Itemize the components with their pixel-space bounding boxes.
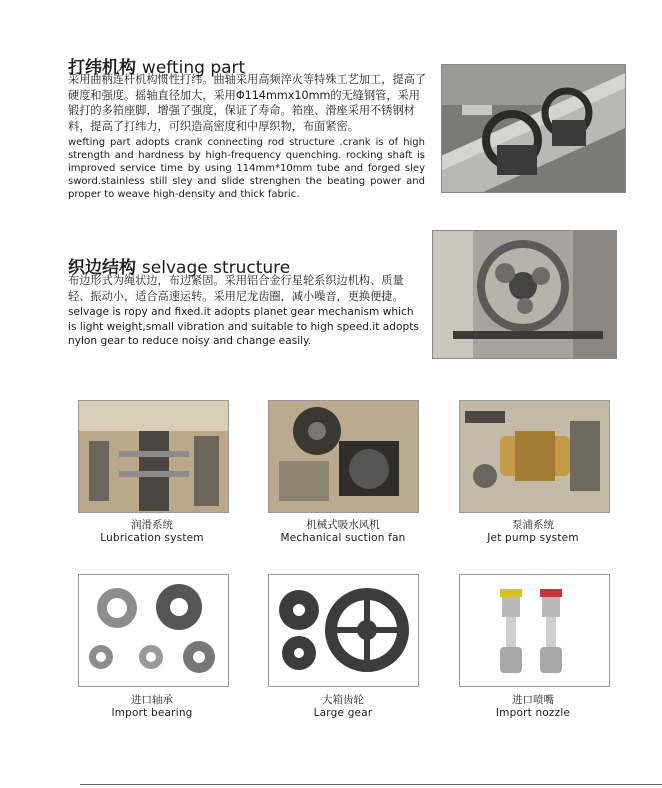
weft-mechanism-photo [441, 64, 626, 193]
weft-title-zh: 打纬机构 [68, 58, 136, 78]
import-bearing-photo [78, 574, 229, 687]
caption-bearing-en: Import bearing [111, 707, 193, 719]
caption-gear-en: Large gear [313, 707, 373, 719]
caption-suction-fan-en: Mechanical suction fan [280, 532, 406, 544]
weft-body-zh: 采用曲柄连杆机构惯性打纬。曲轴采用高频淬火等特殊工艺加工，提高了硬度和强度。摇轴直径加大，采用Φ114mmx10mm的无缝钢管，采用锻打的多筘座脚，增强了强度，保证了寿命。筘座、滑座采用不锈钢材料，提高了打纬力，可织造高密度和中厚织物，布面紧密。 [68, 73, 427, 133]
caption-suction-fan [268, 519, 418, 545]
caption-nozzle-en: Import nozzle [495, 707, 571, 719]
caption-bearing [77, 694, 227, 720]
caption-suction-fan-zh: 机械式吸水风机 [306, 519, 380, 531]
footer-divider [80, 784, 662, 785]
caption-lubrication-zh: 润滑系统 [131, 519, 173, 531]
selvage-title-en: selvage structure [141, 258, 291, 278]
caption-gear [268, 694, 418, 720]
selvage-mechanism-photo [432, 230, 617, 359]
caption-lubrication-en: Lubrication system [100, 532, 204, 544]
caption-nozzle [458, 694, 608, 720]
caption-gear-zh: 大箱齿轮 [322, 694, 364, 706]
selvage-body-zh: 布边形式为绳状边，布边紧固。采用铝合金行星轮系织边机构、质量轻、振动小，适合高速运转。采用尼龙齿圈，减小噪音，更换便捷。 [68, 274, 404, 303]
caption-bearing-zh: 进口轴承 [131, 694, 173, 706]
large-gear-photo [268, 574, 419, 687]
selvage-title-zh: 织边结构 [68, 258, 136, 278]
caption-jet-pump-en: Jet pump system [487, 532, 579, 544]
caption-lubrication [77, 519, 227, 545]
jet-pump-photo [459, 400, 610, 513]
lubrication-system-photo [78, 400, 229, 513]
selvage-body-en: selvage is ropy and fixed.it adopts planet gear mechanism which is light weight,small vibration and suitable to high speed.it adopts nylon gear to reduce noisy and change easily. [68, 306, 419, 347]
caption-nozzle-zh: 进口喷嘴 [512, 694, 554, 706]
import-nozzle-photo [459, 574, 610, 687]
suction-fan-photo [268, 400, 419, 513]
weft-body-en: wefting part adopts crank connecting rod structure .crank is of high strength and hardness by high-frequency quenching. rocking shaft is improved service time by using 114mm*10mm tube and forged sley sword.stainless still sley and slide strenghen the beating power and proper to weave high-density and thick fabric. [68, 137, 425, 200]
caption-jet-pump-zh: 泵浦系统 [512, 519, 554, 531]
caption-jet-pump [458, 519, 608, 545]
weft-title-en: wefting part [141, 58, 246, 78]
